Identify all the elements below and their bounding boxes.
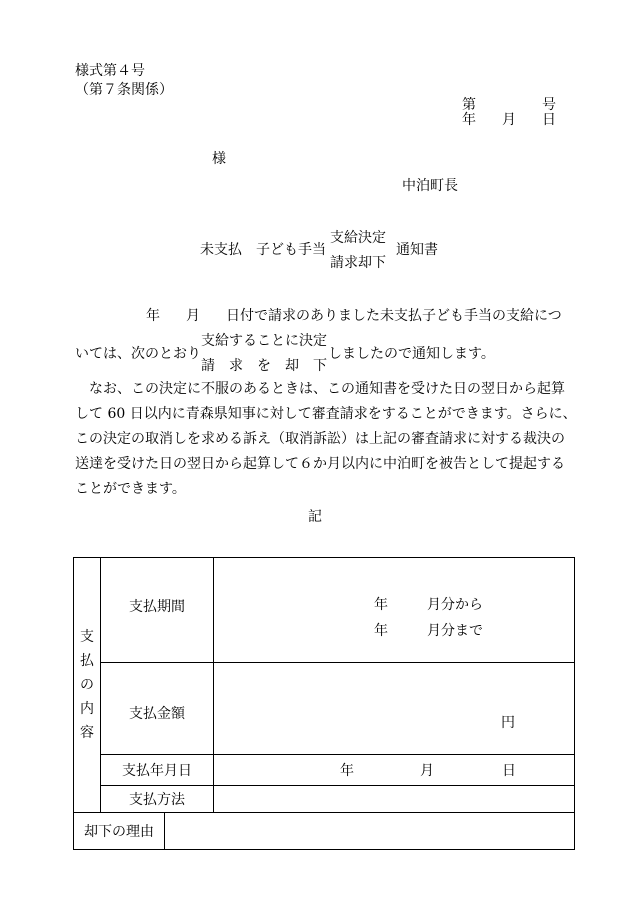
body-line1-nen: 年 <box>146 308 160 324</box>
payment-period-value[interactable]: 年 月分から 年 月分まで <box>214 558 575 663</box>
form-number: 様式第４号 <box>75 63 145 79</box>
title-left: 未支払 子ども手当 <box>200 242 326 258</box>
payment-content-group-label: 支 払 の 内 容 <box>74 558 101 813</box>
title-right: 通知書 <box>396 242 438 258</box>
body-line2-choice-bottom: 請 求 を 却 下 <box>201 358 327 374</box>
body-para-line: なお、この決定に不服のあるときは、この通知書を受けた日の翌日から起算 <box>75 381 565 397</box>
doc-number-dai: 第 <box>462 97 476 113</box>
body-line2-end: しましたので通知します。 <box>328 346 495 362</box>
title-choice-top: 支給決定 <box>330 230 386 246</box>
payment-amount-value[interactable] <box>214 663 575 755</box>
payment-details-table <box>73 557 575 850</box>
payment-date-label: 支払年月日 <box>101 755 214 786</box>
title-choice-bottom: 請求却下 <box>330 255 386 271</box>
yen-unit: 円 <box>501 715 515 731</box>
date-nen: 年 <box>462 112 476 128</box>
date-tsuki: 月 <box>502 112 516 128</box>
body-line2-start: いては、次のとおり <box>75 346 201 362</box>
body-line2-choice-top: 支給することに決定 <box>201 333 327 349</box>
ki-heading: 記 <box>308 509 322 525</box>
rejection-reason-divider <box>164 813 165 849</box>
body-line1-rest: 日付で請求のありました未支払子ども手当の支給につ <box>226 308 562 324</box>
rejection-reason-label: 却下の理由 <box>84 824 154 840</box>
body-para-line: 送達を受けた日の翌日から起算して６か月以内に中泊町を被告として提起する <box>75 456 565 472</box>
payment-period-label: 支払期間 <box>101 558 214 663</box>
body-para-line: して 60 日以内に青森県知事に対して審査請求をすることができます。さらに、 <box>75 406 577 422</box>
doc-number-go: 号 <box>542 97 556 113</box>
body-para-line: この決定の取消しを求める訴え（取消訴訟）は上記の審査請求に対する裁決の <box>75 431 565 447</box>
body-para-line: ことができます。 <box>75 481 186 497</box>
payment-amount-label: 支払金額 <box>101 663 214 755</box>
article-reference: （第７条関係） <box>75 82 173 98</box>
issuer-name: 中泊町長 <box>402 178 458 194</box>
payment-date-value[interactable]: 年 月 日 <box>214 755 575 786</box>
rejection-reason-row[interactable] <box>74 813 575 850</box>
body-line1-tsuki: 月 <box>186 308 200 324</box>
payment-method-value[interactable] <box>214 786 575 813</box>
date-hi: 日 <box>542 112 556 128</box>
addressee-sama: 様 <box>212 151 226 167</box>
payment-method-label: 支払方法 <box>101 786 214 813</box>
